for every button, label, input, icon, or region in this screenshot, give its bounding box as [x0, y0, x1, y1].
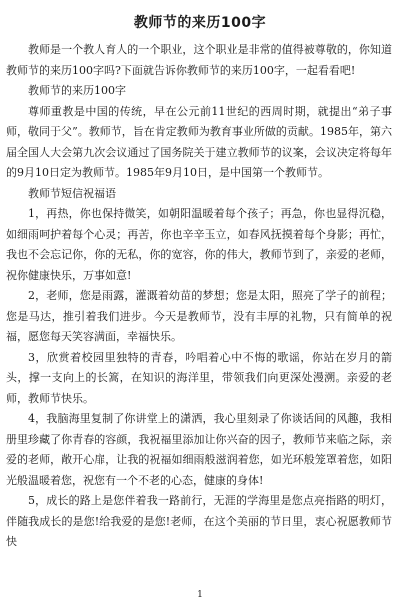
section-heading-origin: 教师节的来历100字: [28, 84, 126, 97]
section-heading-blessings: 教师节短信祝福语: [28, 186, 116, 200]
intro-paragraph: 教师是一个教人育人的一个职业，这个职业是非常的值得被尊敬的，你知道教师节的来历100字吗?下面就告诉你教师节的来历100字，一起看看吧!: [6, 43, 392, 77]
blessing-paragraph: 4，我脑海里复制了你讲堂上的潇洒，我心里刻录了你谈话间的风趣，我相册里珍藏了你青春的容颜，我祝福里添加让你兴奋的因子，教师节来临之际，亲爱的老师，敞开心扉，让我的祝福如细雨般滋润着您，如光环般笼罩着您，如阳光般温暖着您，祝您有一个不老的心态，健康的身体!: [6, 412, 392, 487]
blessing-paragraph: 3，欣赏着校园里独特的青春，吟唱着心中不悔的歌谣，你站在岁月的箭头，撑一支向上的长篙，在知识的海洋里，带领我们向更深处漫溯。亲爱的老师，教师节快乐。: [6, 350, 392, 405]
page-title: 教师节的来历100字: [133, 15, 267, 31]
blessing-paragraph: 5，成长的路上是您伴着我一路前行，无涯的学海里是您点亮指路的明灯，伴随我成长的是您!给我爱的是您!老师，在这个美丽的节日里，衷心祝愿教师节快: [6, 494, 392, 548]
document-body: [6, 40, 392, 553]
page-number: 1: [197, 590, 203, 600]
blessing-paragraph: 1，再热，你也保持微笑，如朝阳温暖着每个孩子；再急，你也显得沉稳，如细雨呵护着每个心灵；再苦，你也辛辛玉立，如春风抚摸着每个身影；再忙，我也不会忘记你，你的无私，你的宽容，你的伟大，教师节到了，亲爱的老师，祝你健康快乐，万事如意!: [6, 207, 392, 282]
origin-paragraph: 尊师重教是中国的传统，早在公元前11世纪的西周时期，就提出“弟子事师，敬同于父”。教师节，旨在肯定教师为教育事业所做的贡献。1985年，第六届全国人大会第九次会议通过了国务院关于建立教师节的议案，会议决定将每年的9月10日定为教师节。1985年9月10日，是中国第一个教师节。: [6, 104, 392, 179]
blessing-paragraph: 2，老师，您是雨露，灌溉着幼苗的梦想；您是太阳，照亮了学子的前程；您是马达，推引着我们进步。今天是教师节，没有丰厚的礼物，只有简单的祝福，愿您每天笑容满面，幸福快乐。: [6, 289, 392, 343]
